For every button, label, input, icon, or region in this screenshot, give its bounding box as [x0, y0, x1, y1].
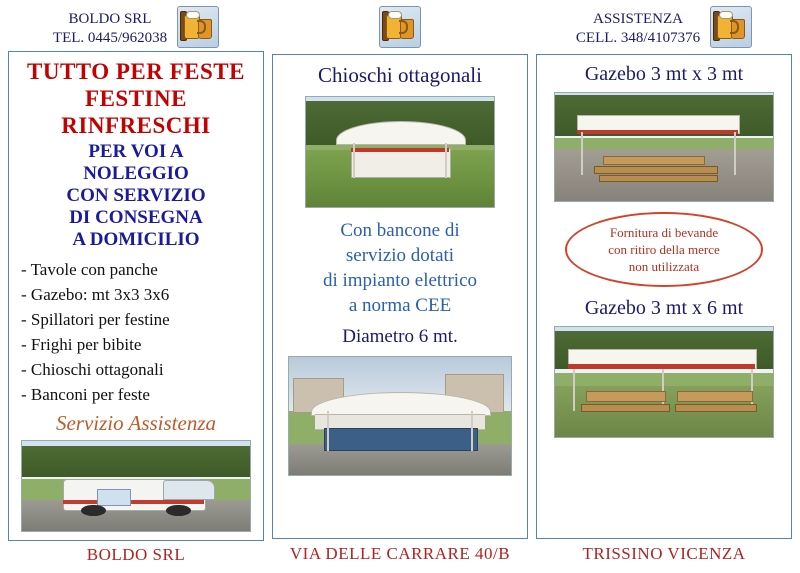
- assistance-label: ASSISTENZA: [592, 11, 683, 27]
- subtitle-line-5: A DOMICILIO: [72, 229, 200, 251]
- kiosk-diameter: Diametro 6 mt.: [342, 326, 458, 347]
- list-item: - Spillatori per festine: [21, 310, 170, 330]
- services-list: [15, 257, 257, 407]
- footer-right: TRISSINO VICENZA: [582, 544, 746, 563]
- column-left: [8, 6, 264, 569]
- beer-mug-logo-icon: [379, 6, 421, 48]
- subtitle-line-3: CON SERVIZIO: [66, 185, 206, 207]
- column-right: [536, 6, 792, 569]
- kiosk-description-line-3: di impianto elettrico: [322, 270, 478, 291]
- octagonal-kiosk-night-photo: [288, 356, 513, 476]
- assistance-contact: [576, 6, 700, 48]
- octagonal-kiosk-photo: [305, 96, 496, 208]
- company-name: BOLDO SRL: [68, 11, 152, 27]
- beer-mug-logo-icon: [710, 6, 752, 48]
- company-contact: [53, 6, 167, 48]
- gazebo-3x6-photo: [554, 326, 774, 438]
- subtitle-line-4: DI CONSEGNA: [69, 207, 203, 229]
- main-title: [27, 58, 245, 139]
- subtitle-line-2: NOLEGGIO: [83, 163, 189, 185]
- panel-center: [272, 54, 528, 539]
- panel-left: [8, 51, 264, 541]
- gazebo-3x3-photo: [554, 92, 774, 202]
- list-item: - Frighi per bibite: [21, 335, 142, 355]
- list-item: - Gazebo: mt 3x3 3x6: [21, 285, 170, 305]
- assistance-phone: CELL. 348/4107376: [575, 30, 701, 46]
- beer-mug-logo-icon: [177, 6, 219, 48]
- list-item: - Banconi per feste: [21, 385, 150, 405]
- beverage-supply-notice: [565, 212, 763, 287]
- kiosk-title: Chioschi ottagonali: [318, 63, 482, 87]
- kiosk-description-line-1: Con bancone di: [340, 220, 460, 241]
- panel-right: [536, 54, 792, 539]
- kiosk-description: [323, 218, 477, 318]
- footer-center: VIA DELLE CARRARE 40/B: [289, 544, 511, 563]
- kiosk-description-line-2: servizio dotati: [345, 245, 455, 266]
- notice-line-1: Fornitura di bevande: [609, 225, 719, 240]
- main-title-line-1: TUTTO PER FESTE: [27, 59, 245, 85]
- kiosk-description-line-4: a norma CEE: [348, 295, 452, 316]
- header-right: [536, 6, 792, 54]
- subtitle-block: [66, 141, 205, 251]
- main-title-line-3: RINFRESCHI: [61, 113, 211, 139]
- list-item: - Tavole con panche: [21, 260, 158, 280]
- notice-line-3: non utilizzata: [628, 259, 700, 274]
- main-title-line-2: FESTINE: [85, 86, 187, 112]
- footer-left: BOLDO SRL: [86, 544, 186, 564]
- gazebo-3x3-title: Gazebo 3 mt x 3 mt: [584, 63, 744, 85]
- subtitle-line-1: PER VOI A: [88, 141, 184, 163]
- notice-line-2: con ritiro della merce: [608, 242, 720, 257]
- list-item: - Chioschi ottagonali: [21, 360, 164, 380]
- assistance-script-text: Servizio Assistenza: [55, 411, 217, 436]
- company-phone: TEL. 0445/962038: [52, 30, 168, 46]
- header-left: [8, 6, 264, 51]
- header-center: [272, 6, 528, 54]
- gazebo-3x6-title: Gazebo 3 mt x 6 mt: [584, 297, 744, 319]
- delivery-van-photo: [21, 440, 250, 532]
- column-center: [272, 6, 528, 569]
